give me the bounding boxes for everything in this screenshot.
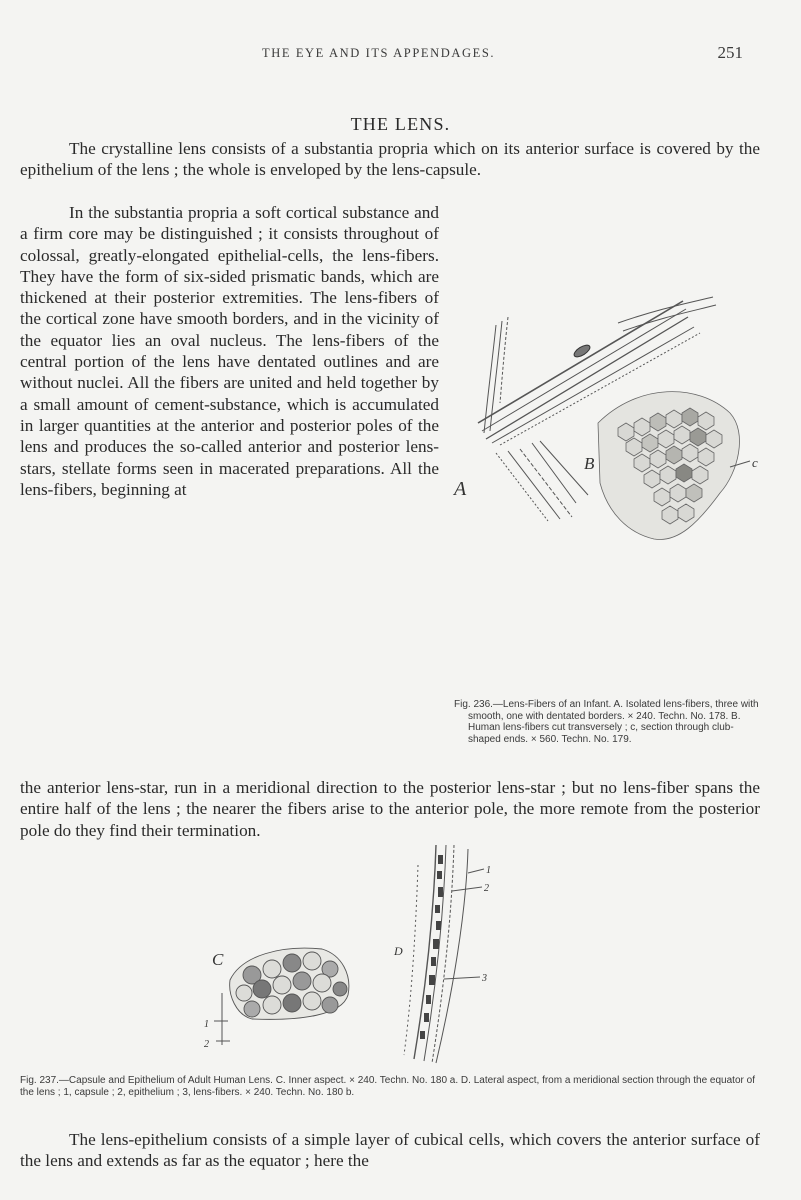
figure-237-label-c: C [212,950,224,969]
figure-237-label-1: 1 [486,865,491,876]
figure-237-caption: Fig. 237.—Capsule and Epithelium of Adult Human Lens. C. Inner aspect. × 240. Techn. No. 180 a. D. Lateral aspect, from a meridional section through the equator of the lens ; 1, capsule ; 2, epithelium ; 3, lens-fibers. × 240. Techn. No. 180 b. [20,1075,755,1098]
figure-237-label-d: D [394,944,403,958]
page-number: 251 [717,43,743,62]
figure-237-label-2: 2 [484,883,489,894]
section-title: THE LENS. [350,114,451,134]
figure-237-label-2-c: 2 [204,1039,209,1050]
figure-237-label-3: 3 [482,973,487,984]
paragraph-2-part-1: In the substantia propria a soft cortical substance and a firm core may be distinguished ; it consists throughout of colossal, greatly-elongated epithelial-cells, the lens-fibers. They have the form of six-sided prismatic bands, which are thickened at their posterior extremities. The lens-fibers of the cortical zone have smooth borders, and in the vicinity of the equator lies an oval nucleus. The lens-fibers of the central portion of the lens have dentated outlines and are without nuclei. All the fibers are united and held together by a small amount of cement-substance, which is accumulated in larger quantities at the anterior and posterior poles of the lens and produces the so-called anterior and posterior lens-stars, stellate forms seen in macerated preparations. All the lens-fibers, beginning at [20,203,439,499]
paragraph-2-part-2: the anterior lens-star, run in a meridional direction to the posterior lens-star ; but no lens-fiber spans the entire half of the lens ; the nearer the fibers arise to the anterior pole, the more remote from the posterior pole do they find their termination. [20,778,760,840]
paragraph-1: The crystalline lens consists of a substantia propria which on its anterior surface is covered by the epithelium of the lens ; the whole is enveloped by the lens-capsule. [20,139,760,180]
running-header [0,43,801,70]
figure-237-illustration [152,845,592,1067]
figure-236-label-b: B [584,454,595,473]
figure-236-label-a: A [454,478,467,500]
figure-236-illustration [448,283,768,695]
paragraph-3: The lens-epithelium consists of a simple layer of cubical cells, which covers the anterior surface of the lens and extends as far as the equator ; here the [20,1130,760,1171]
running-head: THE EYE AND ITS APPENDAGES. [262,46,496,60]
figure-237-label-1-c: 1 [204,1019,209,1030]
figure-236-caption: Fig. 236.—Lens-Fibers of an Infant. A. Isolated lens-fibers, three with smooth, one with dentated borders. × 240. Techn. No. 178. B. Human lens-fibers cut transversely ; c, section through club-shaped ends. × 560. Techn. No. 179. [454,699,759,745]
figure-236-label-c: c [752,455,758,470]
